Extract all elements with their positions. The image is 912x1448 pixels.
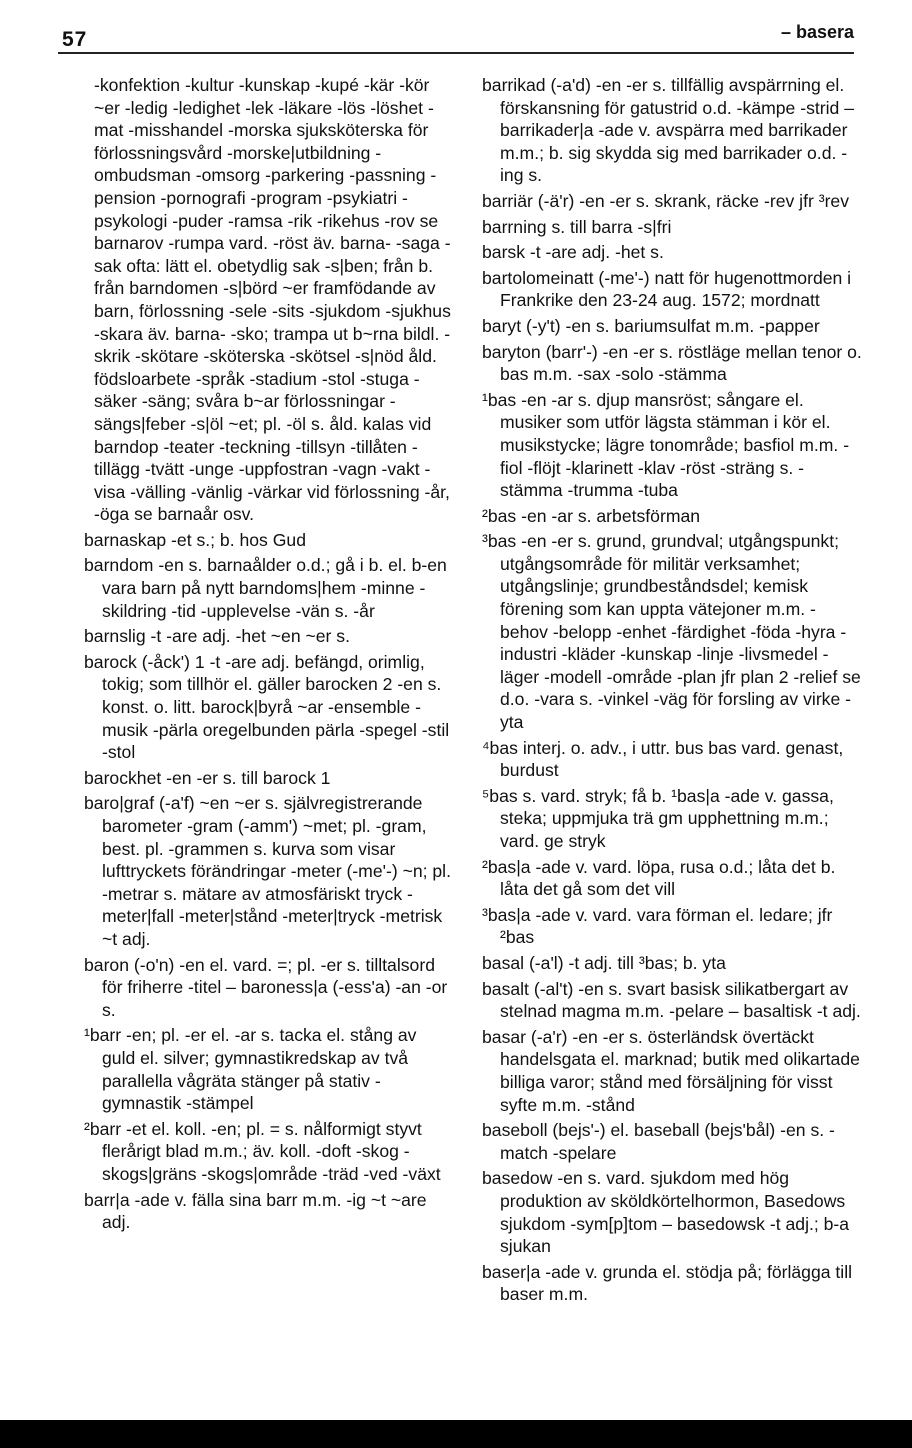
entry-barn-compounds: -konfektion -kultur -kunskap -kupé -kär -kör ~er -ledig -ledighet -lek -läkare -lös -löshet -mat -misshandel -morska sjuksköterska för förlossningsvård -morske|utbildning -ombudsman -omsorg -parkering -passning -pension -pornografi -program -psykiatri -psykologi -puder -ramsa -rik -rikehus -rov se barnarov -rumpa vard. -röst äv. barna- -saga -sak ofta: lätt el. obetydlig sak -s|ben; från b. från barndomen -s|börd ~er framfödande av barn, förlossning -sele -sits -sjukdom -sjukhus -skara äv. barna- -sko; trampa ut b~rna bildl. -skrik -skötare -sköterska -skötsel -s|nöd åld. födsloarbete -språk -stadium -stol -stuga -säker -säng; svåra b~ar förlossningar -sängs|feber -s|öl ~et; pl. -öl s. åld. kalas vid barndop -teater -teckning -tillsyn -tillåten -tillägg -tvätt -unge -uppfostran -vagn -vakt -visa -välling -vänlig -värkar vid förlossning -år, -öga se barnaår osv.: [94, 75, 451, 525]
entry-basalt: basalt (-al't) -en s. svart basisk silikatbergart av stelnad magma m.m. -pelare – basaltisk -t adj.: [482, 978, 861, 1022]
entry-barr-2: ²barr -et el. koll. -en; pl. = s. nålformigt styvt flerårigt blad m.m.; äv. koll. -doft -skog -skogs|gräns -skogs|område -träd -ved -växt: [84, 1118, 441, 1184]
entry-basera: baser|a -ade v. grunda el. stödja på; förlägga till baser m.m.: [482, 1261, 853, 1305]
page-number: 57: [62, 28, 88, 51]
entry-bas-4: ⁴bas interj. o. adv., i uttr. bus bas vard. genast, burdust: [482, 737, 844, 781]
entry-barra: barr|a -ade v. fälla sina barr m.m. -ig ~t ~are adj.: [84, 1189, 427, 1233]
entry-barriar: barriär (-ä'r) -en -er s. skrank, räcke -rev jfr ³rev: [482, 190, 850, 211]
entry-barndom: barndom -en s. barnaålder o.d.; gå i b. el. b-en vara barn på nytt barndoms|hem -minne -skildring -tid -upplevelse -vän s. -år: [84, 555, 447, 621]
entry-bas-3: ³bas -en -er s. grund, grundval; utgångspunkt; utgångsområde för militär verksamhet; utgångslinje; grundbeståndsdel; kemisk förening som kan uppta vätejoner m.m. -behov -belopp -enhet -färdighet -föda -hyra -industri -kläder -kunskap -linje -livsmedel -läger -modell -område -plan jfr plan 2 -relief se d.o. -vara s. -vinkel -väg för forsling av virke -yta: [482, 531, 861, 733]
entry-barrning: barrning s. till barra -s|fri: [482, 216, 672, 237]
entry-basal: basal (-a'l) -t adj. till ³bas; b. yta: [482, 952, 726, 973]
left-column: [84, 74, 454, 1237]
entry-barsk: barsk -t -are adj. -het s.: [482, 242, 664, 263]
entry-basa-3: ³bas|a -ade v. vard. vara förman el. ledare; jfr ²bas: [482, 904, 833, 948]
entry-bas-2: ²bas -en -ar s. arbetsförman: [482, 505, 701, 526]
running-head: – basera: [780, 22, 854, 42]
entry-baryton: baryton (barr'-) -en -er s. röstläge mellan tenor o. bas m.m. -sax -solo -stämma: [482, 341, 862, 385]
entry-baron: baron (-o'n) -en el. vard. =; pl. -er s. tilltalsord för friherre -titel – baroness|a (-ess'a) -an -or s.: [84, 954, 448, 1020]
entry-bartolomeinatt: bartolomeinatt (-me'-) natt för hugenottmorden i Frankrike den 23-24 aug. 1572; mordnatt: [482, 267, 852, 311]
entry-barrikad: barrikad (-a'd) -en -er s. tillfällig avspärrning el. förskansning för gatustrid o.d. -kämpe -strid – barrikader|a -ade v. avspärra med barrikader m.m.; b. sig skydda sig med barrikader o.d. -ing s.: [482, 75, 854, 186]
entry-bas-5: ⁵bas s. vard. stryk; få b. ¹bas|a -ade v. gassa, steka; uppmjuka trä gm upphettning m.m.; vard. ge stryk: [482, 785, 834, 851]
entry-barnslig: barnslig -t -are adj. -het ~en ~er s.: [84, 626, 350, 647]
entry-bas-1: ¹bas -en -ar s. djup mansröst; sångare el. musiker som utför lägsta stämman i kör el. musikstycke; lägre tonområde; basfiol m.m. -fiol -flöjt -klarinett -klav -röst -sträng s. -stämma -trumma -tuba: [482, 389, 850, 501]
entry-barockhet: barockhet -en -er s. till barock 1: [84, 767, 331, 788]
entry-barnaskap: barnaskap -et s.; b. hos Gud: [84, 529, 307, 550]
entry-basedow: basedow -en s. vard. sjukdom med hög produktion av sköldkörtelhormon, Basedows sjukdom -sym[p]tom – basedowsk -t adj.; b-a sjukan: [482, 1168, 850, 1257]
entry-basar: basar (-a'r) -en -er s. österländsk övertäckt handelsgata el. marknad; butik med olikartade billiga varor; stånd med försäljning för visst syfte m.m. -stånd: [482, 1026, 860, 1115]
entry-basa-2: ²bas|a -ade v. vard. löpa, rusa o.d.; låta det b. låta det gå som det vill: [482, 856, 836, 900]
header-rule: [58, 52, 854, 54]
entry-baryt: baryt (-y't) -en s. bariumsulfat m.m. -papper: [482, 315, 820, 336]
entry-barograf: baro|graf (-a'f) ~en ~er s. självregistrerande barometer -gram (-amm') ~met; pl. -gram, best. pl. -grammen s. kurva som visar lufttryckets förändringar -meter (-me'-) ~n; pl. -metrar s. mätare av atmosfäriskt tryck -meter|fall -meter|stånd -meter|tryck -metrisk ~t adj.: [84, 793, 451, 949]
entry-baseboll: baseboll (bejs'-) el. baseball (bejs'bål) -en s. -match -spelare: [482, 1120, 835, 1163]
right-column: [482, 74, 862, 1309]
scan-bottom-edge: [0, 1420, 912, 1448]
entry-barock: barock (-åck') 1 -t -are adj. befängd, orimlig, tokig; som tillhör el. gäller barocken 2 -en s. konst. o. litt. barock|byrå ~ar -ensemble -musik -pärla oregelbunden pärla -spegel -stil -stol: [84, 651, 450, 763]
entry-barr-1: ¹barr -en; pl. -er el. -ar s. tacka el. stång av guld el. silver; gymnastikredskap av två parallella vågräta stänger på stativ -gymnastik -stämpel: [84, 1025, 417, 1114]
